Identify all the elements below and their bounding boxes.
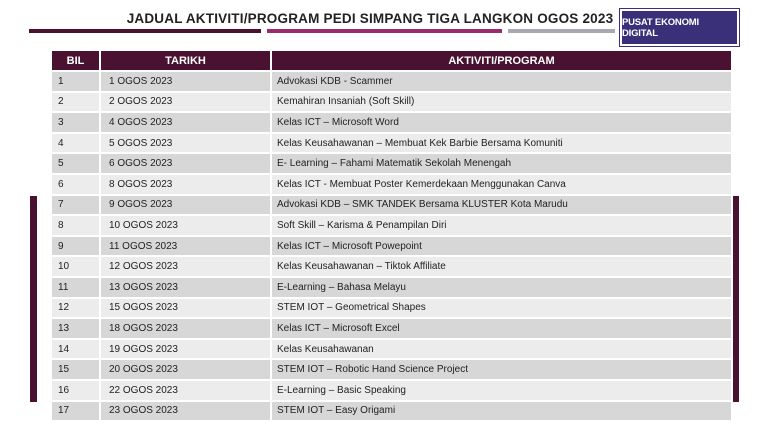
cell-aktiviti: Kelas ICT – Microsoft Excel <box>271 318 732 339</box>
cell-aktiviti: STEM IOT – Geometrical Shapes <box>271 298 732 319</box>
schedule-table <box>52 51 733 420</box>
table-row <box>52 174 732 195</box>
cell-bil: 17 <box>52 401 100 421</box>
table-row <box>52 92 732 113</box>
column-header-aktiviti: AKTIVITI/PROGRAM <box>271 51 732 71</box>
cell-bil: 6 <box>52 174 100 195</box>
cell-tarikh: 4 OGOS 2023 <box>100 112 271 133</box>
cell-aktiviti: Kelas Keusahawanan <box>271 339 732 360</box>
cell-tarikh: 15 OGOS 2023 <box>100 298 271 319</box>
page-title: JADUAL AKTIVITI/PROGRAM PEDI SIMPANG TIGA LANGKON OGOS 2023 <box>126 11 614 26</box>
table-row <box>52 339 732 360</box>
divider-bar-gray <box>508 29 615 33</box>
cell-tarikh: 23 OGOS 2023 <box>100 401 271 421</box>
table-row <box>52 318 732 339</box>
column-header-tarikh: TARIKH <box>100 51 271 71</box>
table-row <box>52 153 732 174</box>
cell-tarikh: 11 OGOS 2023 <box>100 236 271 257</box>
cell-bil: 1 <box>52 71 100 92</box>
table-row <box>52 298 732 319</box>
decorative-side-bar-left <box>30 196 37 402</box>
cell-aktiviti: E-Learning – Basic Speaking <box>271 380 732 401</box>
cell-aktiviti: Advokasi KDB - Scammer <box>271 71 732 92</box>
table-row <box>52 401 732 421</box>
cell-bil: 11 <box>52 277 100 298</box>
cell-bil: 12 <box>52 298 100 319</box>
table-row <box>52 112 732 133</box>
decorative-side-bar-right <box>732 196 739 402</box>
cell-bil: 16 <box>52 380 100 401</box>
cell-aktiviti: Kelas ICT - Membuat Poster Kemerdekaan Menggunakan Canva <box>271 174 732 195</box>
cell-aktiviti: Kemahiran Insaniah (Soft Skill) <box>271 92 732 113</box>
cell-aktiviti: E- Learning – Fahami Matematik Sekolah Menengah <box>271 153 732 174</box>
table-row <box>52 380 732 401</box>
cell-aktiviti: STEM IOT – Robotic Hand Science Project <box>271 359 732 380</box>
cell-bil: 8 <box>52 215 100 236</box>
table-header-row <box>52 51 732 71</box>
cell-bil: 15 <box>52 359 100 380</box>
table-row <box>52 71 732 92</box>
cell-tarikh: 9 OGOS 2023 <box>100 195 271 216</box>
cell-tarikh: 1 OGOS 2023 <box>100 71 271 92</box>
cell-tarikh: 13 OGOS 2023 <box>100 277 271 298</box>
cell-aktiviti: Advokasi KDB – SMK TANDEK Bersama KLUSTER Kota Marudu <box>271 195 732 216</box>
divider-bar-accent <box>267 29 502 33</box>
table-row <box>52 133 732 154</box>
table-row <box>52 215 732 236</box>
logo-badge <box>620 9 739 46</box>
table-row <box>52 236 732 257</box>
cell-tarikh: 2 OGOS 2023 <box>100 92 271 113</box>
cell-bil: 13 <box>52 318 100 339</box>
cell-tarikh: 19 OGOS 2023 <box>100 339 271 360</box>
cell-aktiviti: Kelas ICT – Microsoft Word <box>271 112 732 133</box>
cell-tarikh: 20 OGOS 2023 <box>100 359 271 380</box>
cell-bil: 7 <box>52 195 100 216</box>
cell-tarikh: 10 OGOS 2023 <box>100 215 271 236</box>
cell-aktiviti: E-Learning – Bahasa Melayu <box>271 277 732 298</box>
cell-bil: 2 <box>52 92 100 113</box>
cell-bil: 14 <box>52 339 100 360</box>
cell-tarikh: 8 OGOS 2023 <box>100 174 271 195</box>
cell-bil: 9 <box>52 236 100 257</box>
cell-tarikh: 22 OGOS 2023 <box>100 380 271 401</box>
divider-bar-primary <box>29 29 261 33</box>
cell-tarikh: 18 OGOS 2023 <box>100 318 271 339</box>
cell-aktiviti: STEM IOT – Easy Origami <box>271 401 732 421</box>
table-row <box>52 256 732 277</box>
cell-bil: 5 <box>52 153 100 174</box>
cell-tarikh: 12 OGOS 2023 <box>100 256 271 277</box>
table-row <box>52 277 732 298</box>
cell-aktiviti: Kelas Keusahawanan – Membuat Kek Barbie Bersama Komuniti <box>271 133 732 154</box>
cell-aktiviti: Kelas Keusahawanan – Tiktok Affiliate <box>271 256 732 277</box>
cell-aktiviti: Kelas ICT – Microsoft Powepoint <box>271 236 732 257</box>
table-row <box>52 195 732 216</box>
cell-bil: 3 <box>52 112 100 133</box>
cell-tarikh: 6 OGOS 2023 <box>100 153 271 174</box>
table-row <box>52 359 732 380</box>
cell-bil: 4 <box>52 133 100 154</box>
cell-aktiviti: Soft Skill – Karisma & Penampilan Diri <box>271 215 732 236</box>
badge-label: PUSAT EKONOMI DIGITAL <box>622 16 699 39</box>
column-header-bil: BIL <box>52 51 100 71</box>
cell-bil: 10 <box>52 256 100 277</box>
cell-tarikh: 5 OGOS 2023 <box>100 133 271 154</box>
